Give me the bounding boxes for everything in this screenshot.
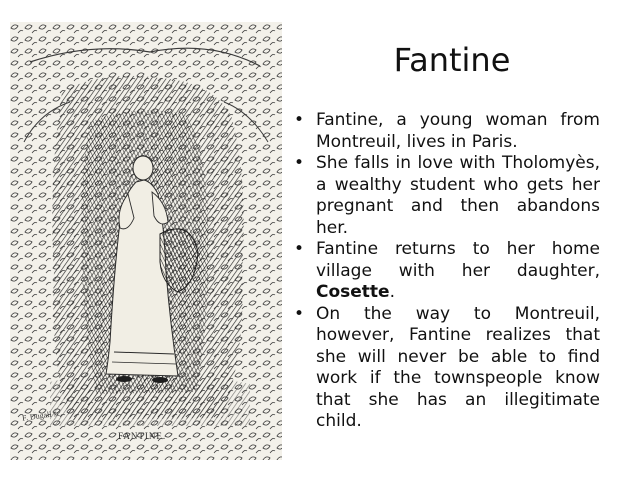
bullet-text: She falls in love with Tholomyès, a wealthy student who gets her pregnant and then abandons her. bbox=[316, 153, 600, 238]
fantine-engraving-image bbox=[10, 22, 282, 460]
engraving-drawing bbox=[10, 22, 282, 460]
bullet-text-end: . bbox=[389, 282, 395, 302]
bullet-item bbox=[294, 304, 600, 433]
bullet-item bbox=[294, 153, 600, 239]
illustration-caption: FANTINE. bbox=[118, 431, 167, 441]
bullet-bold-name: Cosette bbox=[316, 282, 390, 302]
bullet-text: Fantine, a young woman from Montreuil, lives in Paris. bbox=[316, 110, 600, 152]
bullet-text: Fantine returns to her home village with her daughter, bbox=[316, 239, 600, 281]
bullet-icon bbox=[294, 304, 308, 326]
bullet-icon bbox=[294, 153, 308, 175]
bullet-text: On the way to Montreuil, however, Fantine realizes that she will never be able to find work if the townspeople know that she has an illegitimate child. bbox=[316, 303, 600, 431]
engraver-signature: F. Dugall sc. bbox=[21, 408, 63, 423]
bullet-icon bbox=[294, 110, 308, 132]
bullet-list bbox=[294, 110, 600, 433]
slide-title: Fantine bbox=[393, 41, 511, 79]
bullet-icon bbox=[294, 239, 308, 261]
bullet-item bbox=[294, 110, 600, 153]
bullet-item bbox=[294, 239, 600, 304]
